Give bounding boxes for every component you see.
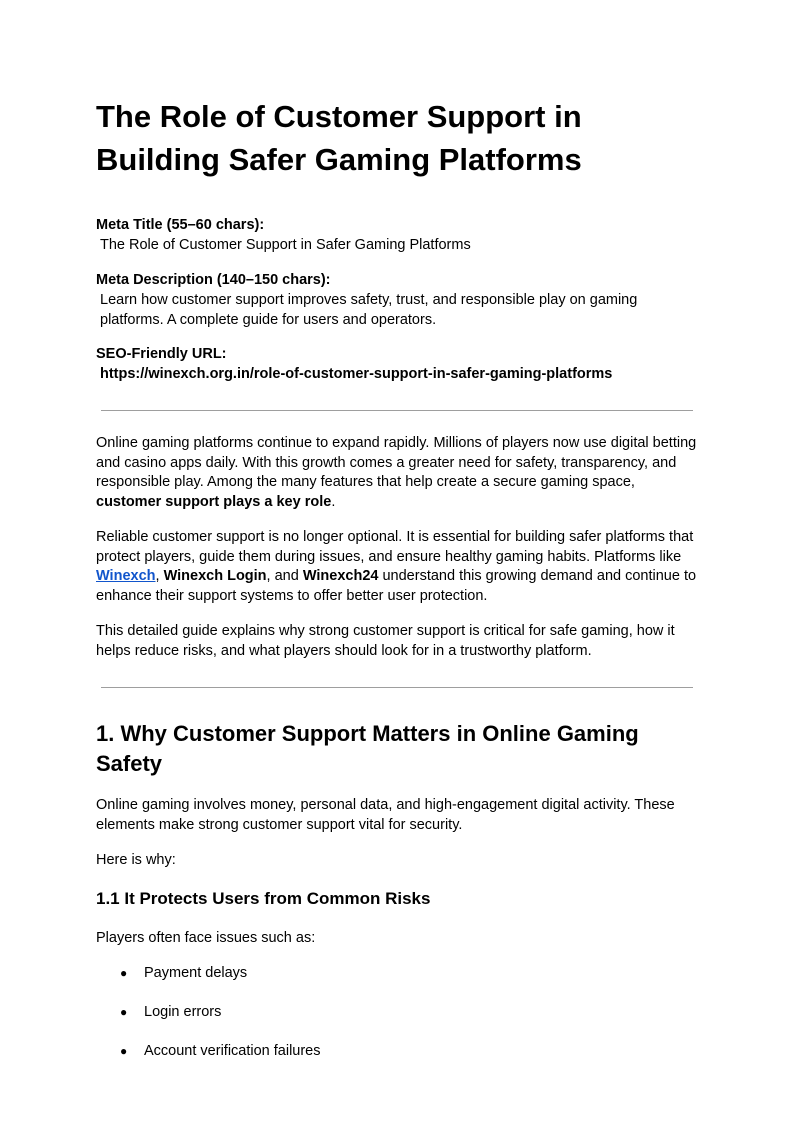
intro-p2-end: understand this growing demand and continue to enhance their support systems to offer better user protection. xyxy=(96,568,697,604)
document-title: The Role of Customer Support in Building Safer Gaming Platforms xyxy=(96,99,582,177)
section-1-1-paragraph: Players often face issues such as: xyxy=(96,930,316,946)
intro-p2-bold-login: Winexch Login xyxy=(163,568,267,584)
intro-p2-bold-24: Winexch24 xyxy=(302,568,379,584)
intro-p2-start: Reliable customer support is no longer optional. It is essential for building safer platforms that protect players, guide them during issues, and ensure healthy gaming habits. Platforms like xyxy=(96,529,694,565)
horizontal-divider xyxy=(101,687,693,688)
meta-description-block xyxy=(96,270,700,330)
risk-bullet-list xyxy=(96,963,700,1080)
section-1-1-heading: 1.1 It Protects Users from Common Risks xyxy=(96,889,431,908)
meta-title-value: The Role of Customer Support in Safer Gaming Platforms xyxy=(100,237,471,253)
list-item: ● Account verification failures xyxy=(120,1043,321,1059)
bullet-icon: ● xyxy=(120,1005,128,1019)
section-1-paragraph-2: Here is why: xyxy=(96,852,176,868)
intro-p2-sep2: , and xyxy=(266,568,303,584)
intro-p2-sep1: , xyxy=(155,568,164,584)
meta-description-label: Meta Description (140–150 chars): xyxy=(96,272,331,288)
meta-title-label: Meta Title (55–60 chars): xyxy=(96,217,265,233)
bullet-icon: ● xyxy=(120,966,128,980)
intro-p1-text: Online gaming platforms continue to expand rapidly. Millions of players now use digital betting and casino apps daily. With this growth comes a greater need for safety, transparency, and responsible play. Among the many features that help create a secure gaming space, xyxy=(96,435,697,490)
list-item: ● Login errors xyxy=(120,1004,222,1020)
section-1-paragraph-1: Online gaming involves money, personal data, and high-engagement digital activity. These elements make strong customer support vital for security. xyxy=(96,797,675,833)
intro-paragraph-2 xyxy=(96,528,700,606)
intro-p1-end: . xyxy=(331,493,336,510)
seo-url-value: https://winexch.org.in/role-of-customer-support-in-safer-gaming-platforms xyxy=(100,366,613,382)
intro-paragraph-1 xyxy=(96,434,700,512)
section-1-heading: 1. Why Customer Support Matters in Online Gaming Safety xyxy=(96,721,639,776)
meta-title-block xyxy=(96,215,700,255)
seo-url-label: SEO-Friendly URL: xyxy=(96,346,227,362)
winexch-link[interactable]: Winexch xyxy=(96,568,156,584)
intro-p1-bold: customer support plays a key role xyxy=(96,493,332,510)
intro-paragraph-3: This detailed guide explains why strong customer support is critical for safe gaming, how it helps reduce risks, and what players should look for in a trustworthy platform. xyxy=(96,623,675,659)
horizontal-divider xyxy=(101,410,693,411)
list-item: ● Payment delays xyxy=(120,965,248,981)
bullet-icon: ● xyxy=(120,1044,128,1058)
meta-description-value: Learn how customer support improves safety, trust, and responsible play on gaming platforms. A complete guide for users and operators. xyxy=(100,292,638,328)
seo-url-block xyxy=(96,344,700,384)
